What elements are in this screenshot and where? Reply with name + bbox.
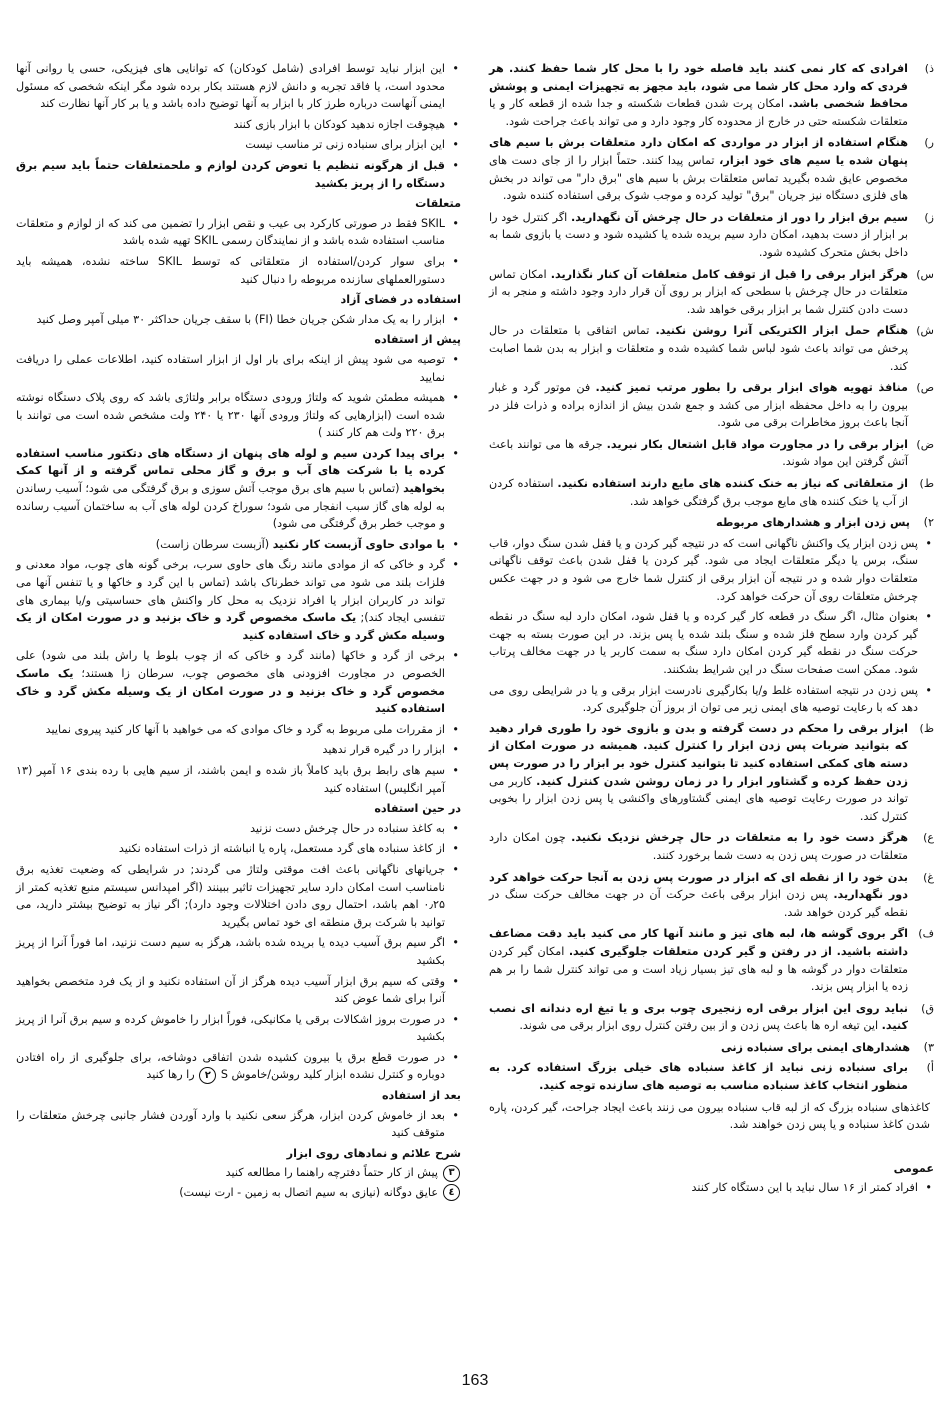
item-bold-text: هرگز دست خود را به متعلقات در حال چرخش نزدیک نکنید. (571, 831, 909, 845)
bullet-bold-end: یک ماسک مخصوص گرد و خاک بزنید و در صورت امکان از یک وسیله مکش گرد و خاک استفاده کنید (16, 667, 445, 716)
bullet-item (16, 116, 461, 134)
symbol-text: پیش از کار حتماً دفترچه راهنما را مطالعه کنید (225, 1166, 438, 1180)
symbol-row (16, 1184, 461, 1202)
list-item (489, 925, 934, 995)
bullet-item: • از کاغذ سنباده های گرد مستعمل، پاره یا انباشته از ذرات استفاده نکنید (16, 840, 461, 858)
item-bold-text: نباید روی این ابزار برقی اره زنجیری چوب بری و یا تیغ اره دندانه ای نصب کنید. (489, 1001, 908, 1033)
section-3-marker: ۳) (923, 1040, 934, 1054)
section-2-title: پس زدن ابزار و هشدارهای مربوطه (716, 516, 910, 530)
bullet-text: این ابزار برای سنباده زنی تر مناسب نیست (245, 138, 445, 152)
list-item (489, 60, 934, 130)
right-column (489, 60, 934, 1200)
item-marker: ز) (924, 210, 934, 224)
list-item (489, 322, 934, 375)
item-marker: ع) (923, 831, 934, 845)
section-3-title: هشدارهای ایمنی برای سنباده زنی (721, 1040, 910, 1054)
bullet-text: ابزار را در گیره قرار ندهید (322, 743, 445, 757)
item-bold-text: ابزار برقی را محکم در دست گرفته و بدن و بازوی خود را طوری قرار دهید که بتوانید ضربات پس زدن ابزار را کنترل کنید. همیشه در صورت امکان از دسته های کمکی استفاده کنید تا بتوانید کنترل خود بر ابزار را در صورت پس زدن حفظ کرده و گشتاور ابزار را در زمان روشن شدن کنترل کنید. (489, 721, 908, 788)
bullet-item (16, 721, 461, 739)
bullet-item (16, 157, 461, 192)
item-bold-text: منافذ تهویه هوای ابزار برقی را بطور مرتب تمیز کنید. (595, 381, 908, 395)
item-bold-text: ابزار برقی را در مجاورت مواد قابل اشتعال بکار نبرید. (606, 437, 908, 451)
bullet-item (16, 741, 461, 759)
symbols-heading: شرح علائم و نمادهای روی ابزار (286, 1146, 461, 1160)
list-item (489, 829, 934, 864)
item-bold-text: اگر بروی گوشه ها، لبه های تیز و مانند آنها کار می کنید باید دقت مضاعف داشته باشید. از در رفتن و گیر کردن متعلقات جلوگیری کنید. (489, 927, 908, 958)
item-text: جرقه ها می توانند باعث آتش گرفتن این مواد شوند. (489, 437, 908, 469)
item-text: امکان تماس متعلقات در حال چرخش با سطحی که ابزار بر روی آن قرار دارد وجود داشته و منجر به از دست دادن کنترل شما بر ابزار برقی خواهد شد. (489, 267, 908, 316)
item-text: چون امکان دارد متعلقات در صورت پس زدن به دست شما برخورد کنند. (489, 831, 908, 862)
item-text: امکان پرت شدن قطعات شکسته و جدا شده از قطعه کار و یا متعلقات شکسته حتی در خارج از محدوده کار وجود دارد و می تواند باعث جراحت شود. (489, 97, 908, 128)
bullet-item: • جریانهای ناگهانی باعث افت موقتی ولتاژ می گردند; در شرایطی که وضعیت تغذیه برق نامناسب است امکان دارد سایر تجهیزات تاثیر ببینند (اگر امپدانس سیستم منبع تغذیه کمتر از ۰٫۲۵ اهم باشد، احتمال روی دادن اختلالات وجود دارد); اگر نیاز به توضیح بیشتر دارید، می توانید با شرکت برق منطقه ای خود تماس بگیرید (16, 861, 461, 931)
item-marker: غ) (923, 870, 934, 884)
number-circle-icon: ۲ (199, 1067, 216, 1084)
item-text: این تیغه اره ها باعث پس زدن و از بین رفتن کنترل روی ابزار برقی می شوند. (519, 1019, 882, 1033)
list-item (489, 1000, 934, 1035)
item-bold-text: افرادی که کار نمی کنند باید فاصله خود را با محل کار شما حفظ کنند. هر فردی که وارد محل کار شما می شود، باید مجهز به تجهیزات ایمنی و پوشش محافظ شخصی باشد. (489, 62, 908, 111)
item-text: استفاده کردن از آب یا خنک کننده های مایع موجب برق گرفتگی خواهد شد. (489, 477, 908, 508)
bullet-item (16, 351, 461, 386)
switch-bullet (16, 1049, 461, 1084)
bullet-item (16, 445, 461, 533)
bullet-bold-end: یک ماسک مخصوص گرد و خاک بزنید و در صورت امکان از یک وسیله مکش گرد و خاک استفاده کنید (16, 611, 445, 642)
bullet-item: • در صورت بروز اشکالات برقی یا مکانیکی، فوراً ابزار را خاموش کرده و سیم برق آنرا از پریز بکشید (16, 1011, 461, 1046)
item-text: اگر کنترل خود را بر ابزار از دست بدهید، امکان دارد سیم بریده شده یا کشیده شود و دست یا بازوی شما به داخل بخش متحرک کشیده شود. (489, 210, 908, 259)
section-2-heading (489, 514, 934, 532)
switch-text-b: را رها کنید (146, 1068, 199, 1082)
item-text: فن موتور گرد و غبار بیرون را به داخل محفظه ابزار می کشد و جمع شدن بیش از اندازه براده و ذرات فلز در آنجا باعث بروز مخاطرات برقی می شود. (489, 381, 908, 430)
switch-text-a: در صورت قطع برق یا بیرون کشیده شدن اتفاقی دوشاخه، برای جلوگیری از راه افتادن دوباره و کنترل نشده ابزار کلید روشن/خاموش S (16, 1050, 445, 1082)
bullet-text: سیم های رابط برق باید کاملاً باز شده و ایمن باشند، از سیم هایی با رده بندی ۱۶ آمپر (۱۳ آمپر انگلیس) استفاده کنید (16, 763, 445, 795)
bullet-item: • SKIL فقط در صورتی کارکرد بی عیب و نقص ابزار را تضمین می کند که از لوازم و متعلقات مناسب استفاده شده باشد و از نمایندگان رسمی SKIL تهیه شده باشد (16, 215, 461, 250)
item-marker: ق) (921, 1001, 934, 1015)
bullet-text: همیشه مطمئن شوید که ولتاژ ورودی دستگاه برابر ولتاژی باشد که روی پلاک دستگاه نوشته شده است (ابزارهایی که ولتاژ ورودی آنها ۲۳۰ یا ۲۴۰ ولت مشخص شده است می توانند با برق ۲۲۰ ولت هم کار کنند ) (16, 391, 446, 440)
item-marker: ر) (924, 136, 934, 150)
list-item (489, 436, 934, 471)
list-item (489, 720, 934, 826)
symbol-row (16, 1164, 461, 1182)
item-bold-text: سیم برق ابزار را دور از متعلقات در حال چرخش آن نگهدارید. (571, 210, 908, 224)
item-marker: ظ) (919, 721, 934, 735)
bullet-item (16, 556, 461, 644)
before-use-heading: پیش از استفاده (374, 333, 461, 347)
list-item (489, 134, 934, 204)
bullet-item: • ابزار را به یک مدار شکن جریان خطا (FI) با سقف جریان حداکثر ۳۰ میلی آمپر وصل کنید (16, 311, 461, 329)
symbol-text: عایق دوگانه (نیازی به سیم اتصال به زمین - ارت نیست) (179, 1186, 438, 1200)
item-text: تماس اتفاقی با متعلقات در حال پرخش می تواند باعث شود لباس شما کشیده شده و متعلقات و ابزار به بدن شما اصابت کند. (489, 324, 908, 373)
item-bold-text: هنگام حمل ابزار الکتریکی آنرا روشن نکنید. (655, 324, 908, 338)
bullet-text: (آزبست سرطان زاست) (155, 537, 273, 551)
outdoor-heading: استفاده در فضای آزاد (340, 293, 461, 307)
bullet-text: گرد و خاکی که از موادی مانند رنگ های حاوی سرب، برخی گونه های چوب، مواد معدنی و فلزات بلند می شود می تواند خطرناک باشد (تماس با این گرد و خاکها و یا تنفس آنها می تواند در کاربران ابزار یا افراد نزدیک به محل کار واکنش های حساسیتی و/یا بیماری های تنفسی ایجاد کند); (16, 558, 445, 625)
bullet-bold: قبل از هرگونه تنظیم یا تعوض کردن لوازم و ملحمتعلقات حتماً باید سیم برق دستگاه را از پریز بکشید (16, 158, 445, 190)
item-marker: ذ) (924, 62, 934, 75)
section-3-heading (489, 1039, 934, 1057)
section-3-subitem (489, 1059, 934, 1094)
bullet-item (16, 60, 461, 113)
item-marker: ص) (916, 381, 934, 395)
bullet-item (16, 762, 461, 797)
bullet-item: • به کاغذ سنباده در حال چرخش دست نزنید (16, 820, 461, 838)
bullet-item: • بعد از خاموش کردن ابزار، هرگز سعی نکنید با وارد آوردن فشار جانبی چرخش متعلقات را متوقف کنید (16, 1107, 461, 1142)
bullet-item: • برای سوار کردن/استفاده از متعلقاتی که توسط SKIL ساخته نشده، همیشه باید دستورالعملهای سازنده مربوطه را دنبال کنید (16, 253, 461, 288)
item-text: پس زدن ابزار برقی باعث حرکت آن در جهت مخالف حرکت سنگ در نقطه گیر کردن خواهد شد. (489, 888, 908, 919)
general-bullet: • افراد کمتر از ۱۶ سال نباید با این دستگاه کار کنند (489, 1179, 934, 1197)
bullet-item: • بعنوان مثال، اگر سنگ در قطعه کار گیر کرده و یا قفل شود، امکان دارد لبه سنگ در نقطه گیر کردن وارد سطح فلز شده و سنگ بلند شده یا پس بزند. در این صورت بسته به جهت حرکت سنگ در نقطه گیر کردن امکان دارد سنگ به سمت کاربر یا در جهت مخالف پرتاب شود. ممکن است صفحات سنگ در این شرایط بشکنند. (489, 608, 934, 678)
item-marker: ف) (918, 927, 934, 941)
after-use-heading: بعد از استفاده (381, 1089, 461, 1103)
bullet-bold: برای پیدا کردن سیم و لوله های پنهان از دستگاه های دتکتور مناسب استفاده کرده یا با شرکت های آب و برق و گاز محلی تماس گرفته و از آنها کمک بخواهید (16, 446, 445, 496)
item-text: تماس پیدا کنند. حتماً ابزار را از جای دست های مخصوص عایق شده بگیرید تماس متعلقات برش با سیم های "برق دار" می تواند در بخش های فلزی دستگاه نیز جریان "برق" تولید کرده و موجب شوک برقی استفاده کننده شود. (489, 153, 908, 203)
bullet-item: • پس زدن ابزار یک واکنش ناگهانی است که در نتیجه گیر کردن و یا قفل شدن سنگ دوار، قاب سنگ، برس یا دیگر متعلقات ایجاد می شود. گیر کردن یا قفل شدن باعث توقف ناگهانی متعلقات دوار شده و در نتیجه آن ابزار برقی از کنترل شما خارج می شود و در جهت عکس چرخش متعلقات روی آن حرکت خواهد کرد. (489, 535, 934, 605)
bullet-item (16, 136, 461, 154)
bullet-text: این ابزار نباید توسط افرادی (شامل کودکان) که توانایی های فیزیکی، حسی یا روانی آنها محدود است، یا فاقد تجربه و دانش لازم هستند بکار برده شود مگر اینکه شخصی که مسئول ایمنی آنهاست درباره طرز کار با ابزار به آنها توضیح داده باشد و یا بر کار آنها نظارت کند (16, 62, 445, 111)
item-bold-text: هنگام استفاده از ابزار در مواردی که امکان دارد متعلقات برش با سیم های پنهان شده یا سیم های خود ابزار، (489, 136, 908, 167)
accessories-heading: متعلقات (415, 197, 461, 211)
item-marker: ض) (916, 437, 934, 451)
bullet-text: هیچوقت اجازه ندهید کودکان با ابزار بازی کنند (233, 117, 445, 131)
section-2-marker: ۲) (923, 516, 934, 530)
item-marker: ش) (916, 324, 934, 338)
list-item (489, 379, 934, 432)
item-marker: أ) (926, 1061, 934, 1075)
list-item (489, 209, 934, 262)
left-column (16, 60, 461, 1204)
section-3-text: کاغذهای سنباده بزرگ که از لبه قاب سنباده بیرون می زنند باعث ایجاد جراحت، گیر کردن، پاره شدن کاغذ سنباده و یا پس زدن خواهند شد. (489, 1100, 930, 1132)
bullet-text: برخی از گرد و خاکها (مانند گرد و خاکی که از چوب بلوط یا راش بلند می شود) علی الخصوص در مجاورت افزودنی های مخصوص چوب، سرطان زا هستند؛ (16, 649, 445, 680)
list-item (489, 266, 934, 319)
item-text: کاربر می تواند در صورت رعایت توصیه های ایمنی گشتاورهای واکنشی یا پس زدن ابزار را بخوبی کنترل کند. (489, 774, 908, 823)
item-bold-text: برای سنباده زنی نباید از کاغذ سنباده های خیلی بزرگ استفاده کرد. به منظور انتخاب کاغذ سنباده مناسب به توصیه های سازنده توجه کنید. (489, 1061, 908, 1093)
page-number: 163 (461, 1372, 489, 1389)
list-item (489, 475, 934, 510)
bullet-item: • وقتی که سیم برق ابزار آسیب دیده هرگز از آن استفاده نکنید و از یک فرد متخصص بخواهید آنرا برای شما عوض کند (16, 973, 461, 1008)
bullet-text: از مقررات ملی مربوط به گرد و خاک موادی که می خواهید با آنها کار کنید پیروی نمایید (45, 722, 445, 736)
item-marker: ط) (919, 477, 934, 491)
item-bold-text: از متعلقاتی که نیاز به خنک کننده های مایع دارند استفاده نکنید. (557, 477, 908, 491)
bullet-item: • اگر سیم برق آسیب دیده یا بریده شده باشد، هرگز به سیم دست نزنید، اما فوراً آنرا از پریز بکشید (16, 934, 461, 969)
bullet-item (16, 536, 461, 554)
bullet-item (16, 389, 461, 442)
item-bold-text: بدن خود را از نقطه ای که ابزار در صورت پس زدن به آنجا حرکت خواهد کرد دور نگهدارید. (489, 870, 908, 902)
number-circle-icon: ۳ (443, 1165, 460, 1182)
item-text: امکان گیر کردن متعلقات دوار در گوشه ها و لبه های تیز بسیار زیاد است و می تواند کنترل شما را بر هم زده یا ابزار پس بزند. (489, 944, 908, 994)
item-marker: س) (916, 267, 934, 281)
list-item (489, 869, 934, 922)
bullet-bold: با موادی حاوی آزبست کار نکنید (272, 537, 445, 551)
bullet-text: (تماس با سیم های برق موجب آتش سوزی و برق گرفتگی می شود؛ آسیب رساندن به لوله های گاز سبب انفجار می شود؛ سوراخ کردن لوله های آب به ساختمان آسیب رسانده و موجب خطر برق گرفتگی می شود) (16, 482, 445, 531)
bullet-text: توصیه می شود پیش از اینکه برای بار اول از ابزار استفاده کنید، اطلاعات عملی را دریافت نمایید (16, 352, 445, 384)
bullet-item (16, 647, 461, 717)
general-heading: عمومی (893, 1161, 934, 1175)
during-use-heading: در حین استفاده (374, 802, 461, 816)
bullet-item: • پس زدن در نتیجه استفاده غلط و/یا بکارگیری نادرست ابزار برقی و یا در شرایطی روی می دهد که با رعایت توصیه های ایمنی زیر می توان از بروز آن جلوگیری کرد. (489, 682, 934, 717)
number-circle-icon: ٤ (443, 1184, 460, 1201)
item-bold-text: هرگز ابزار برقی را قبل از توقف کامل متعلقات آن کنار نگذارید. (550, 267, 908, 281)
